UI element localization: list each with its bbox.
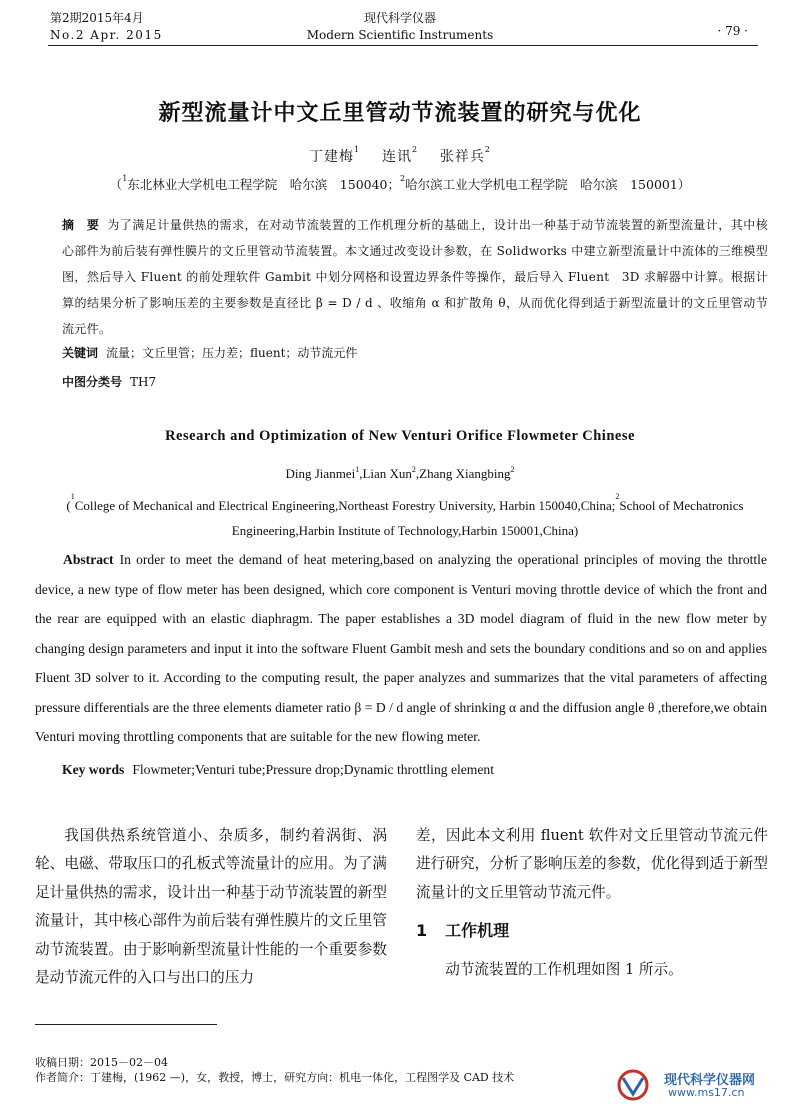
section-title: 工作机理 (445, 921, 510, 940)
body-col2-paragraph: 差，因此本文利用 fluent 软件对文丘里管动节流元件进行研究，分析了影响压差的参数，优化得到适于新型流量计的文丘里管动节流元件。 (416, 827, 768, 901)
author-name: 张祥兵 (439, 149, 485, 165)
affiliation-cn (0, 175, 800, 193)
affil-part: College of Mechanical and Electrical Engineering,Northeast Forestry University, Harbin 150040,China; (74, 498, 616, 513)
author-sup: 1 (354, 145, 361, 154)
classification-cn (62, 373, 156, 390)
affil-sup: 1 (70, 492, 75, 501)
section-number: 1 (416, 921, 428, 940)
header-issue-en: No.2 Apr. 2015 (50, 28, 163, 42)
header-issue-cn: 第2期2015年4月 (50, 11, 144, 25)
affil-sup: 2 (615, 492, 620, 501)
author-sup: 2 (484, 145, 491, 154)
watermark-logo (612, 1067, 782, 1103)
keywords-en-text: Flowmeter;Venturi tube;Pressure drop;Dynamic throttling element (132, 762, 494, 777)
footnote-bio: 作者简介：丁建梅，(1962 —)，女，教授，博士，研究方向：机电一体化，工程图学及 CAD 技术 (35, 1071, 515, 1084)
abstract-en-label: Abstract (63, 552, 114, 567)
authors-cn (0, 146, 800, 166)
author-name: Ding Jianmei (285, 466, 356, 481)
author-sup: 2 (510, 465, 515, 474)
affil-sup: 2 (400, 174, 406, 183)
author-sup: 2 (411, 465, 416, 474)
abstract-cn-label: 摘 要 (62, 218, 100, 232)
watermark-url: www.ms17.cn (668, 1086, 745, 1099)
affil-sup: 1 (122, 174, 128, 183)
affil-paren: ( (66, 498, 71, 513)
keywords-cn-label: 关键词 (62, 346, 99, 360)
keywords-en (62, 762, 494, 778)
keywords-cn (62, 344, 357, 361)
author-name: 连讯 (381, 149, 412, 165)
author-name: ,Zhang Xiangbing (415, 466, 511, 481)
watermark-name: 现代科学仪器网 (664, 1073, 756, 1088)
section-heading (416, 918, 527, 941)
paper-title-cn: 新型流量计中文丘里管动节流装置的研究与优化 (158, 100, 642, 126)
footnote-received: 收稿日期：2015－02－04 (35, 1056, 168, 1069)
footnote-divider (35, 1024, 217, 1025)
header-divider (48, 45, 758, 46)
keywords-en-label: Key words (62, 762, 125, 777)
header-page-number: · 79 · (717, 24, 748, 38)
abstract-cn-text: 为了满足计量供热的需求，在对动节流装置的工作机理分析的基础上，设计出一种基于动节流装置的新型流量计，其中核心部件为前后装有弹性膜片的文丘里管动节流装置。本文通过改变设计参数，在 Solidworks 中建立新型流量计中流体的三维模型图，然后导入 Fluent 的前处理软件 Gambit 中划分网格和设置边界条件等操作，最后导入 Fluent 3D 求解器中计算。根据计算的结果分析了影响压差的主要参数是直径比 β = D / d 、收缩角 α 和扩散角 θ，从而优化得到适于新型流量计的文丘里管动节流元件。 (62, 218, 768, 336)
classification-cn-label: 中图分类号 (62, 375, 123, 389)
paper-title-en: Research and Optimization of New Venturi Orifice Flowmeter Chinese (165, 428, 635, 444)
classification-cn-text: TH7 (130, 375, 157, 389)
body-col2-paragraph-2: 动节流装置的工作机理如图 1 所示。 (445, 961, 683, 978)
header-journal-cn: 现代科学仪器 (363, 11, 436, 25)
affil-part: School of Mechatronics Engineering,Harbin Institute of Technology,Harbin 150001,China) (231, 498, 744, 538)
affil-part: 东北林业大学机电工程学院 哈尔滨 150040； (127, 177, 400, 192)
affiliation-en (50, 493, 760, 543)
header-journal-en: Modern Scientific Instruments (306, 28, 494, 42)
affil-part: 哈尔滨工业大学机电工程学院 哈尔滨 150001） (405, 177, 691, 192)
author-sup: 2 (411, 145, 419, 154)
keywords-cn-text: 流量；文丘里管；压力差；fluent；动节流元件 (106, 346, 358, 360)
author-name: 丁建梅 (309, 149, 355, 165)
abstract-en-text: In order to meet the demand of heat metering,based on analyzing the operational principles of moving the throttle device, a new type of flow meter has been designed, which core component is Venturi moving throttle device of which the front and the rear are equipped with an elastic diaphragm. The paper establishes a 3D model diagram of fluid in the new flow meter by changing design parameters and input it into the software Fluent Gambit mesh and sets the boundary conditions and so on and applies Fluent 3D solver to it. According to the computing result, the paper analyzes and summarizes that the vital parameters of affecting pressure differentials are the three elements diameter ratio β = D / d angle of shrinking α and the diffusion angle θ ,therefore,we obtain Venturi moving throttling components that are suitable for the new flowing meter. (35, 552, 767, 744)
abstract-en (35, 545, 767, 752)
footnote (35, 1055, 514, 1085)
watermark-logo-icon (612, 1067, 658, 1103)
body-col1-paragraph: 我国供热系统管道小、杂质多，制约着涡街、涡轮、电磁、带取压口的孔板式等流量计的应用。为了满足计量供热的需求，设计出一种基于动节流装置的新型流量计，其中核心部件为前后装有弹性膜片的文丘里管动节流装置。由于影响新型流量计性能的一个重要参数是动节流元件的入口与出口的压力 (35, 827, 387, 987)
affil-paren: （ (109, 177, 123, 192)
abstract-cn (62, 212, 768, 342)
author-name: ,Lian Xun (359, 466, 412, 481)
author-sup: 1 (355, 465, 360, 474)
authors-en (0, 466, 800, 482)
header-journal (0, 10, 800, 44)
